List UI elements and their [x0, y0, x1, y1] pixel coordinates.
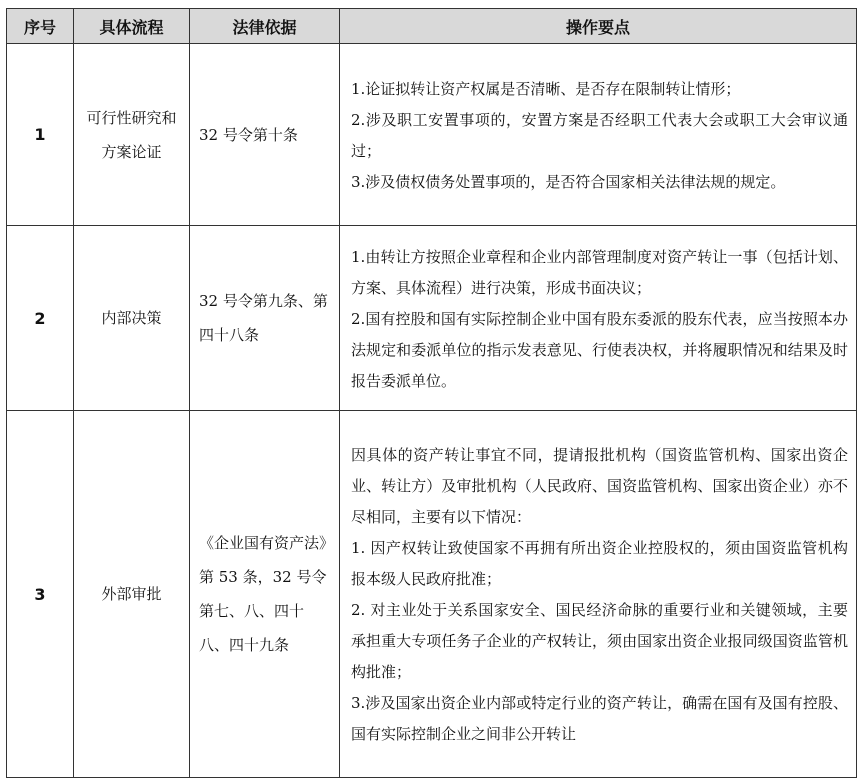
row-process: 外部审批 [74, 411, 190, 778]
row-legal-basis: 32 号令第九条、第四十八条 [190, 226, 340, 411]
row-seq: 1 [7, 44, 74, 226]
header-key-points: 操作要点 [340, 9, 857, 44]
row-process: 可行性研究和方案论证 [74, 44, 190, 226]
row-seq: 2 [7, 226, 74, 411]
key-point: 2. 对主业处于关系国家安全、国民经济命脉的重要行业和关键领域，主要承担重大专项任务子企业的产权转让，须由国家出资企业报同级国资监管机构批准； [351, 601, 848, 681]
table-row [7, 411, 857, 778]
key-point: 3.涉及国家出资企业内部或特定行业的资产转让，确需在国有及国有控股、国有实际控制企业之间非公开转让 [351, 694, 848, 743]
key-point: 1.论证拟转让资产权属是否清晰、是否存在限制转让情形； [351, 79, 741, 98]
row-process: 内部决策 [74, 226, 190, 411]
key-point: 2.涉及职工安置事项的，安置方案是否经职工代表大会或职工大会审议通过； [351, 110, 848, 160]
row-key-points [340, 226, 857, 411]
row-key-points [340, 44, 857, 226]
row-seq: 3 [7, 411, 74, 778]
header-legal-basis: 法律依据 [190, 9, 340, 44]
row-legal-basis: 《企业国有资产法》第 53 条，32 号令第七、八、四十八、四十九条 [190, 411, 340, 778]
header-process: 具体流程 [74, 9, 190, 44]
table-row [7, 226, 857, 411]
row-key-points [340, 411, 857, 778]
header-row [7, 9, 857, 44]
key-point: 1. 因产权转让致使国家不再拥有所出资企业控股权的，须由国资监管机构报本级人民政府批准； [351, 539, 848, 588]
row-legal-basis: 32 号令第十条 [190, 44, 340, 226]
key-point: 2.国有控股和国有实际控制企业中国有股东委派的股东代表，应当按照本办法规定和委派单位的指示发表意见、行使表决权，并将履职情况和结果及时报告委派单位。 [351, 309, 848, 390]
key-point: 1.由转让方按照企业章程和企业内部管理制度对资产转让一事（包括计划、方案、具体流程）进行决策，形成书面决议； [351, 247, 848, 297]
table-row [7, 44, 857, 226]
procedure-table [6, 8, 857, 778]
key-point: 3.涉及债权债务处置事项的，是否符合国家相关法律法规的规定。 [351, 172, 786, 191]
header-seq: 序号 [7, 9, 74, 44]
key-point: 因具体的资产转让事宜不同，提请报批机构（国资监管机构、国家出资企业、转让方）及审批机构（人民政府、国资监管机构、国家出资企业）亦不尽相同，主要有以下情况： [351, 446, 848, 526]
